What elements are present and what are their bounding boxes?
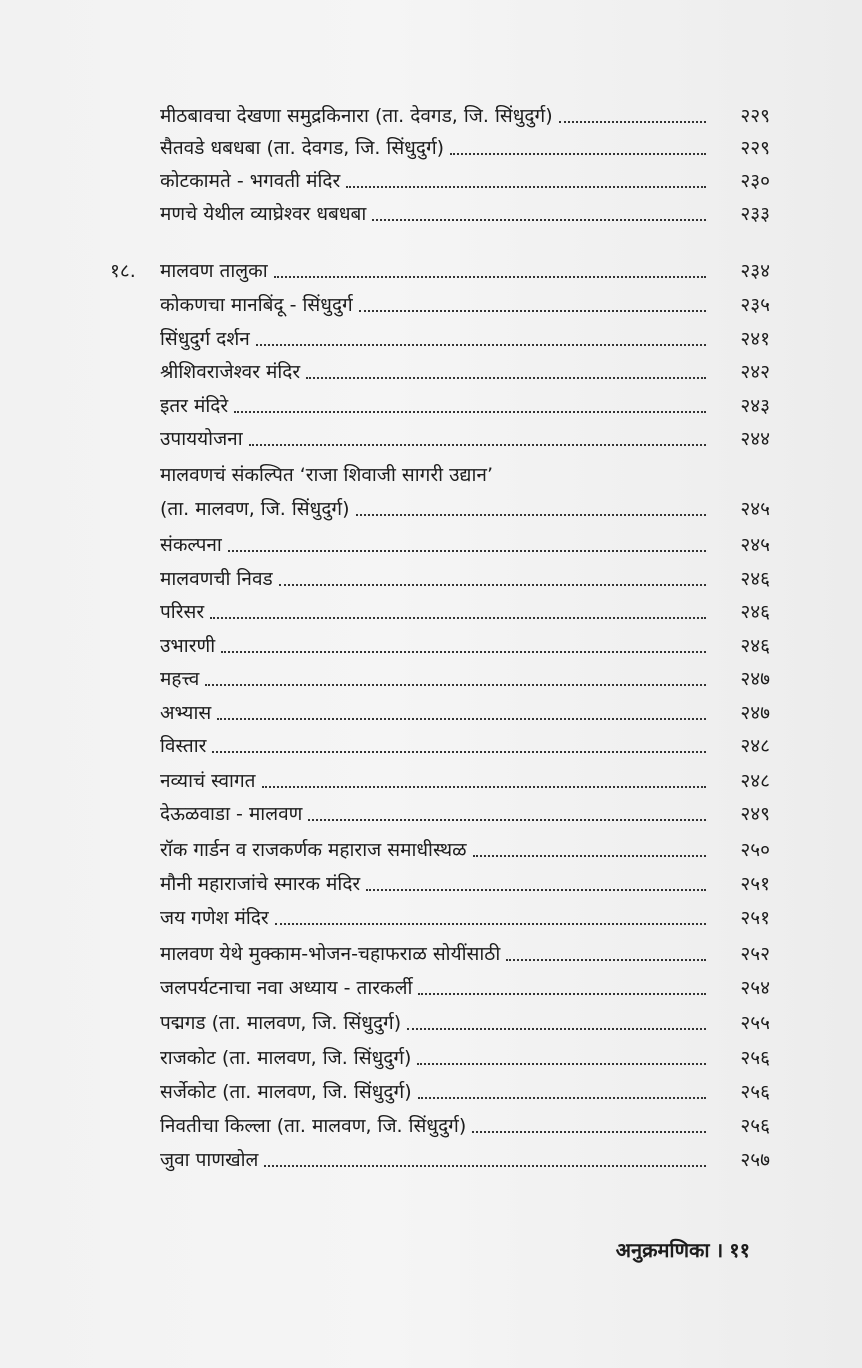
toc-entry-row [160,871,770,897]
entry-title: सर्जेकोट (ता. मालवण, जि. सिंधुदुर्ग) [160,1081,412,1103]
entry-page-number: २५७ [740,1149,770,1171]
dot-leader [418,1095,706,1099]
entry-title: देऊळवाडा - मालवण [160,803,303,825]
entry-title: रॉक गार्डन व राजकर्णक महाराज समाधीस्थळ [160,839,467,861]
dot-leader [275,921,706,925]
entry-page-number: २५६ [740,1047,770,1069]
toc-entry-row [160,633,770,659]
dot-leader [249,442,706,446]
dot-leader [205,682,706,686]
dot-leader [306,375,706,379]
entry-title: कोकणचा मानबिंदू - सिंधुदुर्ग [160,294,353,316]
entry-title: कोटकामते - भगवती मंदिर [160,170,341,192]
toc-entry-row [160,566,770,592]
dot-leader [559,119,706,123]
entry-page-number: २३४ [740,260,770,282]
entry-title: जलपर्यटनाचा नवा अध्याय - तारकर्ली [160,977,413,999]
entry-title: मालवणचं संकल्पित ‘राजा शिवाजी सागरी उद्यान’ [160,464,493,486]
dot-leader [359,308,706,312]
entry-page-number: २५० [740,839,770,861]
entry-page-number: २५१ [740,873,770,895]
entry-title: नव्याचं स्वागत [160,770,256,792]
toc-entry-row [160,103,770,129]
dot-leader [450,151,706,155]
footer-label: अनुक्रमणिका [615,1238,710,1262]
entry-title: अभ्यास [160,702,212,724]
dot-leader [366,887,706,891]
toc-entry-row [160,700,770,726]
entry-title: निवतीचा किल्ला (ता. मालवण, जि. सिंधुदुर्ग) [160,1115,467,1137]
footer-page-number: ११ [729,1238,750,1262]
entry-title: इतर मंदिरे [160,395,229,417]
toc-entry-row [160,326,770,352]
entry-page-number: २३० [740,170,770,192]
entry-title: मीठबावचा देखणा समुद्रकिनारा (ता. देवगड, जि. सिंधुदुर्ग) [160,105,553,127]
dot-leader [217,716,706,720]
entry-page-number: २२९ [740,137,770,159]
dot-leader [256,342,706,346]
entry-title: उभारणी [160,635,216,657]
entry-page-number: २५४ [740,977,770,999]
entry-title: राजकोट (ता. मालवण, जि. सिंधुदुर्ग) [160,1047,412,1069]
entry-page-number: २४१ [740,328,770,350]
toc-entry-row [160,1010,770,1036]
entry-page-number: २३५ [740,294,770,316]
toc-entry-row [160,168,770,194]
dot-leader [418,991,706,995]
entry-page-number: २४९ [740,803,770,825]
entry-title: विस्तार [160,735,207,757]
entry-page-number: २४६ [740,601,770,623]
entry-page-number: २३३ [740,203,770,225]
toc-entry-row [160,666,770,692]
entry-title: (ता. मालवण, जि. सिंधुदुर्ग) [160,498,350,520]
dot-leader [506,957,706,961]
toc-entry-row [160,768,770,794]
entry-page-number: २५२ [740,943,770,965]
page-footer [616,1236,750,1263]
entry-page-number: २४३ [740,395,770,417]
entry-title: उपाययोजना [160,428,243,450]
toc-entry-row [160,1045,770,1071]
dot-leader [262,784,707,788]
entry-page-number: २४६ [740,635,770,657]
dot-leader [279,582,706,586]
dot-leader [407,1026,706,1030]
dot-leader [221,649,706,653]
entry-title: मालवण येथे मुक्काम-भोजन-चहाफराळ सोयींसाठी [160,943,501,965]
entry-page-number: २४४ [740,428,770,450]
toc-entry-row [160,801,770,827]
entry-title: मालवणची निवड [160,568,273,590]
dot-leader [274,274,706,278]
entry-title: जुवा पाणखोल [160,1149,259,1171]
chapter-number: १८. [110,260,136,282]
entry-title: जय गणेश मंदिर [160,907,269,929]
entry-title: श्रीशिवराजेश्वर मंदिर [160,361,301,383]
toc-entry-row [160,426,770,452]
entry-page-number: २५१ [740,907,770,929]
toc-entry-row [160,975,770,1001]
dot-leader [234,409,706,413]
toc-entry-row [160,292,770,318]
toc-entry-row [160,135,770,161]
toc-entry-row [160,462,770,488]
entry-page-number: २२९ [740,105,770,127]
entry-title: परिसर [160,601,205,623]
entry-title: सिंधुदुर्ग दर्शन [160,328,250,350]
dot-leader [210,615,706,619]
entry-page-number: २४७ [740,702,770,724]
toc-chapter-row [110,258,770,284]
toc-entry-row [160,532,770,558]
entry-page-number: २५६ [740,1081,770,1103]
toc-entry-row [160,201,770,227]
toc-entry-row [160,1079,770,1105]
toc-entry-row [160,496,770,522]
dot-leader [417,1061,706,1065]
toc-entry-row [160,941,770,967]
entry-title: मणचे येथील व्याघ्रेश्वर धबधबा [160,203,367,225]
entry-page-number: २५५ [740,1012,770,1034]
dot-leader [346,184,706,188]
dot-leader [356,512,706,516]
dot-leader [372,217,706,221]
dot-leader [308,817,706,821]
dot-leader [472,1129,706,1133]
toc-entry-row [160,599,770,625]
toc-entry-row [160,733,770,759]
entry-title: पद्मगड (ता. मालवण, जि. सिंधुदुर्ग) [160,1012,402,1034]
entry-page-number: २४८ [740,770,770,792]
toc-entry-row [160,905,770,931]
entry-page-number: २४५ [740,498,770,520]
dot-leader [228,548,706,552]
dot-leader [212,749,706,753]
entry-page-number: २४७ [740,668,770,690]
entry-page-number: २५६ [740,1115,770,1137]
entry-title: सैतवडे धबधबा (ता. देवगड, जि. सिंधुदुर्ग) [160,137,445,159]
entry-title: संकल्पना [160,534,222,556]
entry-page-number: २४५ [740,534,770,556]
dot-leader [473,853,706,857]
toc-entry-row [160,1113,770,1139]
toc-entry-row [160,359,770,385]
toc-entry-row [160,1147,770,1173]
dot-leader [264,1163,706,1167]
footer-separator: । [715,1238,724,1262]
entry-title: महत्त्व [160,668,200,690]
entry-page-number: २४६ [740,568,770,590]
toc-entry-row [160,393,770,419]
toc-entry-row [160,837,770,863]
entry-page-number: २४८ [740,735,770,757]
entry-page-number: २४२ [740,361,770,383]
entry-title: मौनी महाराजांचे स्मारक मंदिर [160,873,361,895]
entry-title: मालवण तालुका [160,260,268,282]
